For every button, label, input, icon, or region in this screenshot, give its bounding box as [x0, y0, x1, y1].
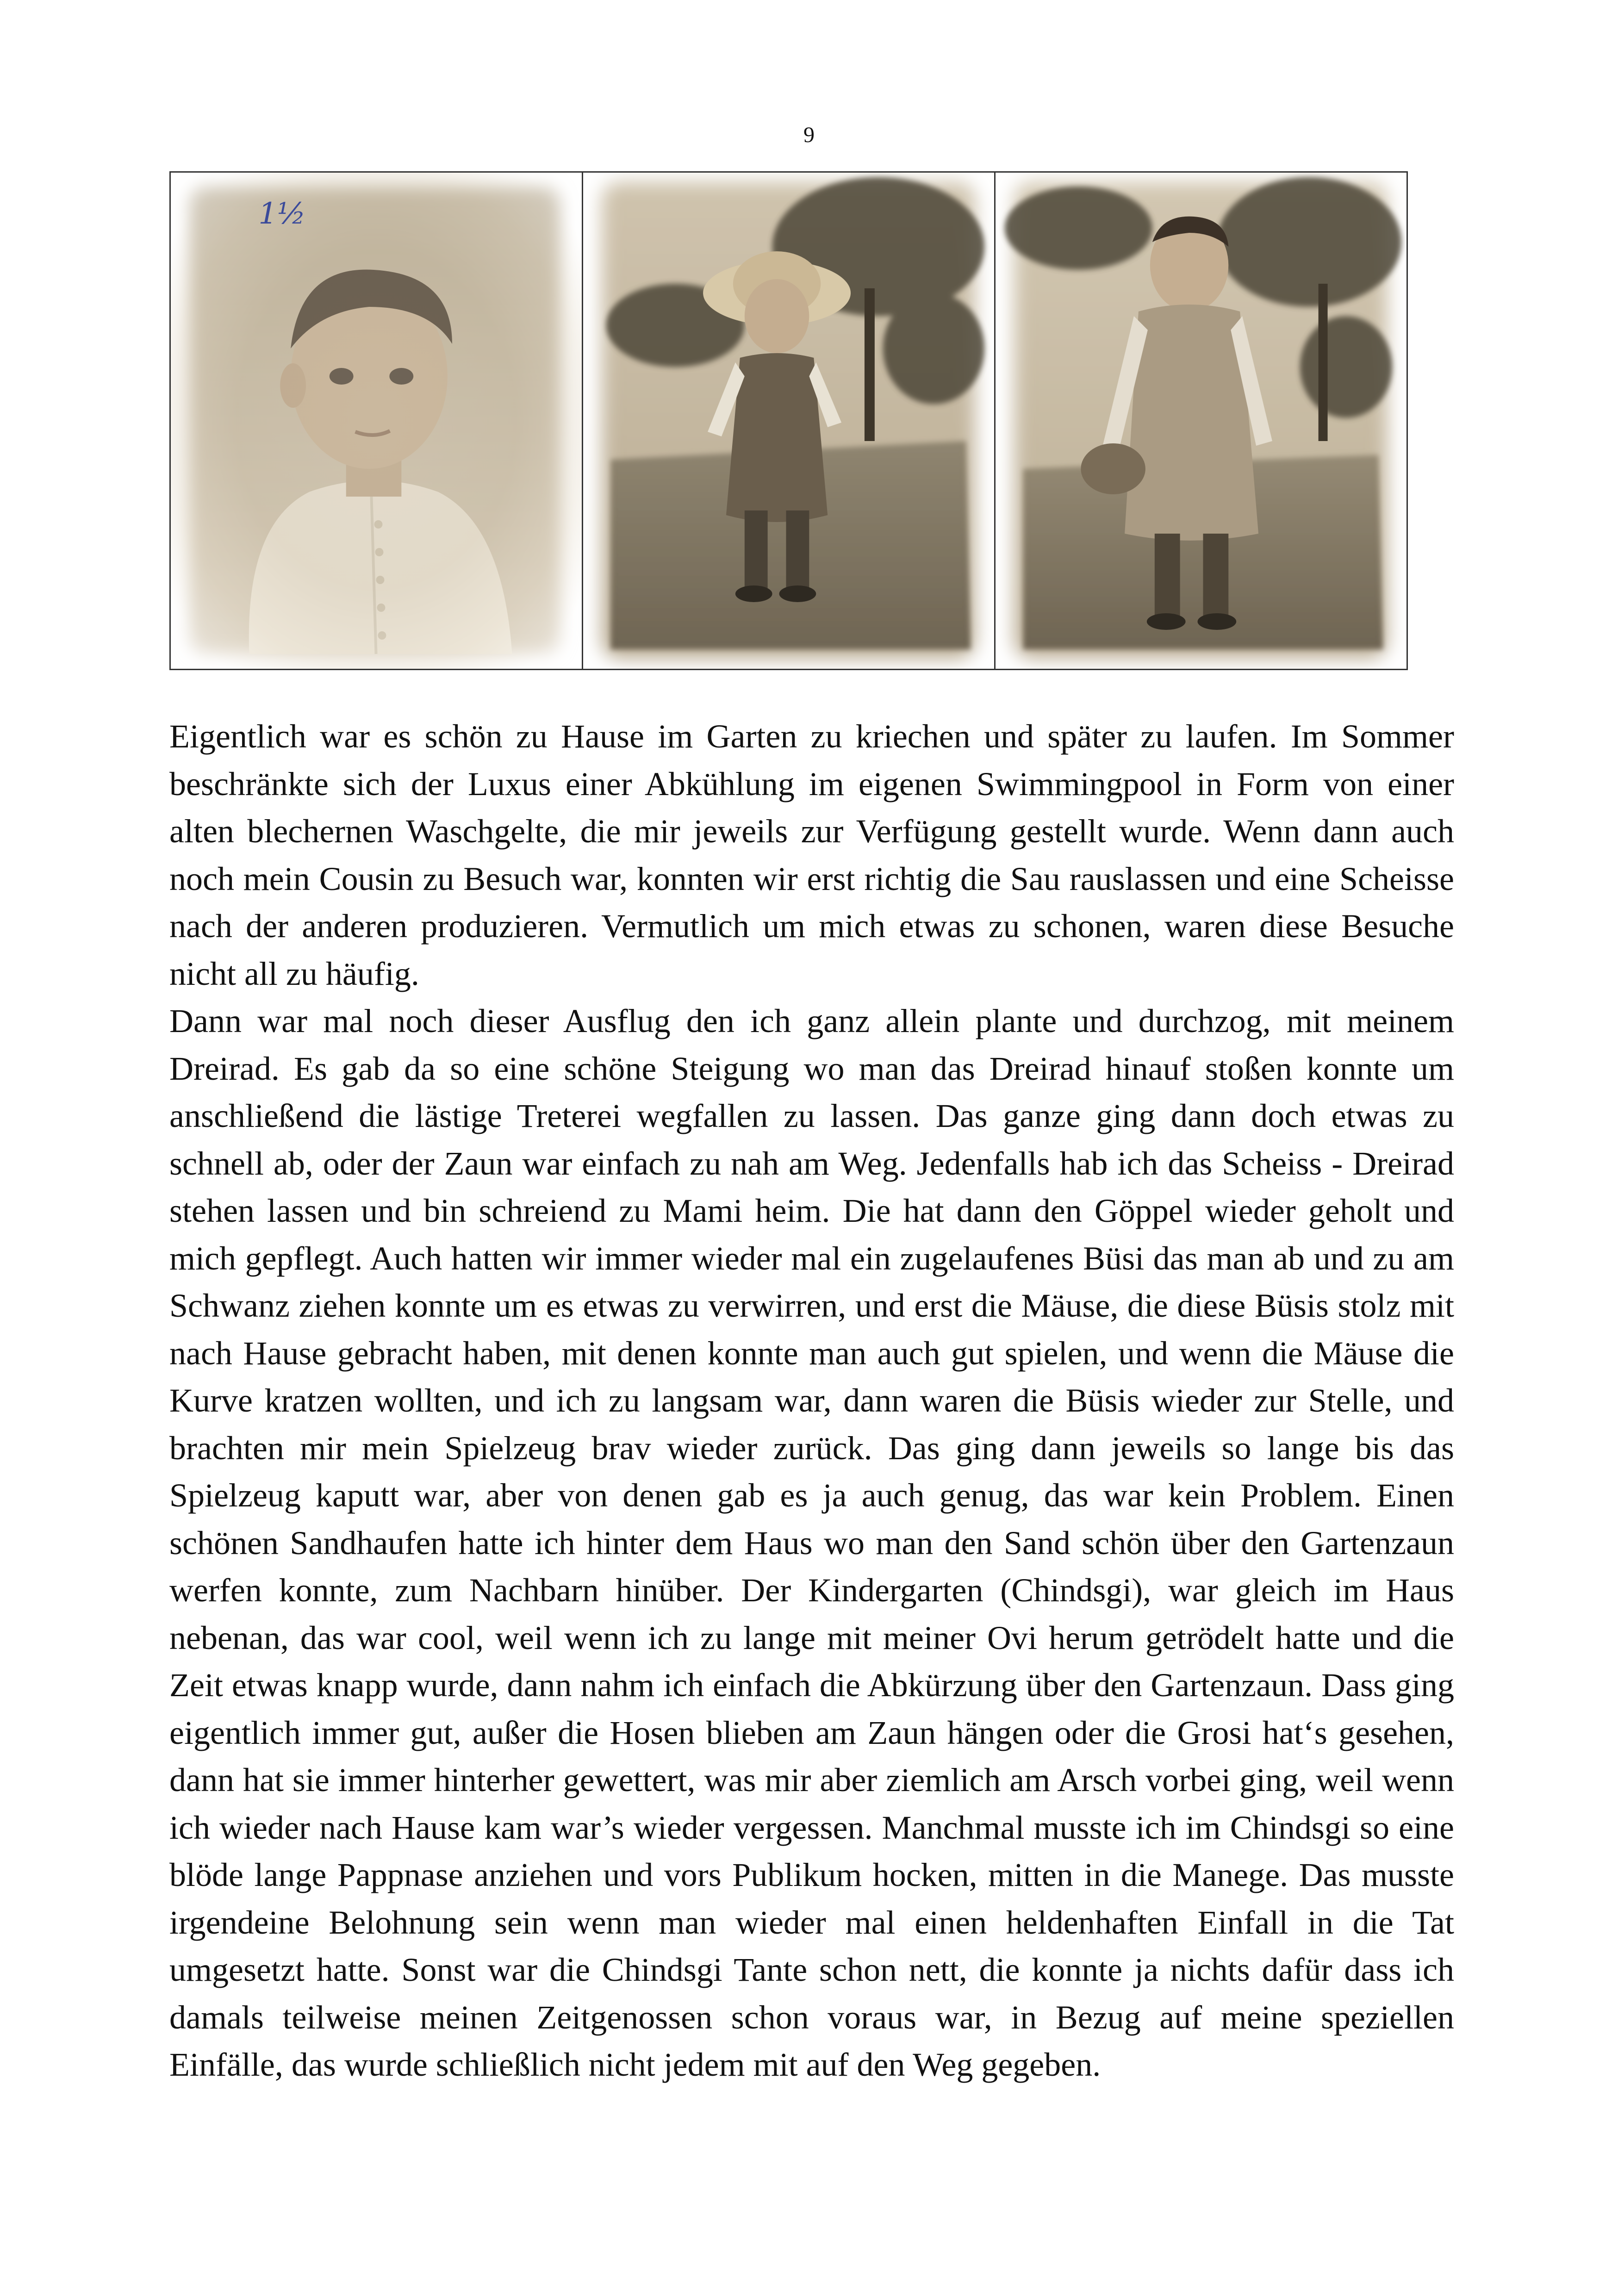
- photo-toddler-holding-hat: [996, 173, 1406, 669]
- page-number: 9: [803, 123, 815, 147]
- photo-toddler-straw-hat-image: [583, 173, 994, 669]
- paragraph-1: Eigentlich war es schön zu Hause im Garten zu kriechen und später zu laufen. Im Sommer beschränkte sich der Luxus einer Abkühlung im eigenen Swimmingpool in Form von einer alten blechernen Waschgelte, die mir jeweils zur Verfügung gestellt wurde. Wenn dann auch noch mein Cousin zu Besuch war, konnten wir erst richtig die Sau rauslassen und eine Scheisse nach der anderen produzieren. Vermutlich um mich etwas zu schonen, waren diese Besuche nicht all zu häufig.: [169, 718, 1454, 992]
- body-text: [169, 713, 1454, 2089]
- photo-strip: [169, 171, 1408, 670]
- photo-toddler-portrait-image: [171, 173, 582, 669]
- handwritten-age-note: 1½: [258, 196, 306, 231]
- photo-toddler-straw-hat: [583, 173, 996, 669]
- photo-toddler-holding-hat-image: [996, 173, 1406, 669]
- paragraph-2: Dann war mal noch dieser Ausflug den ich ganz allein plante und durchzog, mit meinem Dreirad. Es gab da so eine schöne Steigung wo man das Dreirad hinauf stoßen konnte um anschließend die lästige Treterei wegfallen zu lassen. Das ganze ging dann doch etwas zu schnell ab, oder der Zaun war einfach zu nah am Weg. Jedenfalls hab ich das Scheiss - Dreirad stehen lassen und bin schreiend zu Mami heim. Die hat dann den Göppel wieder geholt und mich gepflegt. Auch hatten wir immer wieder mal ein zugelaufenes Büsi das man ab und zu am Schwanz ziehen konnte um es etwas zu verwirren, und erst die Mäuse, die diese Büsis stolz mit nach Hause gebracht haben, mit denen konnte man auch gut spielen, und wenn die Mäuse die Kurve kratzen wollten, und ich zu langsam war, dann waren die Büsis wieder zur Stelle, und brachten mir mein Spielzeug brav wieder zurück. Das ging dann jeweils so lange bis das Spielzeug kaputt war, aber von denen gab es ja auch genug, das war kein Problem. Einen schönen Sandhaufen hatte ich hinter dem Haus wo man den Sand schön über den Gartenzaun werfen konnte, zum Nachbarn hinüber. Der Kindergarten (Chindsgi), war gleich im Haus nebenan, das war cool, weil wenn ich zu lange mit meiner Ovi herum getrödelt hatte und die Zeit etwas knapp wurde, dann nahm ich einfach die Abkürzung über den Gartenzaun. Dass ging eigentlich immer gut, außer die Hosen blieben am Zaun hängen oder die Grosi hat‘s gesehen, dann hat sie immer hinterher gewettert, was mir aber ziemlich am Arsch vorbei ging, weil wenn ich wieder nach Hause kam war’s wieder vergessen. Manchmal musste ich im Chindsgi so eine blöde lange Pappnase anziehen und vors Publikum hocken, mitten in die Manege. Das musste irgendeine Belohnung sein wenn man wieder mal einen heldenhaften Einfall in die Tat umgesetzt hatte. Sonst war die Chindsgi Tante schon nett, die konnte ja nichts dafür dass ich damals teilweise meinen Zeitgenossen schon voraus war, in Bezug auf meine speziellen Einfälle, das wurde schließlich nicht jedem mit auf den Weg gegeben.: [169, 1002, 1454, 2083]
- photo-toddler-portrait: [171, 173, 583, 669]
